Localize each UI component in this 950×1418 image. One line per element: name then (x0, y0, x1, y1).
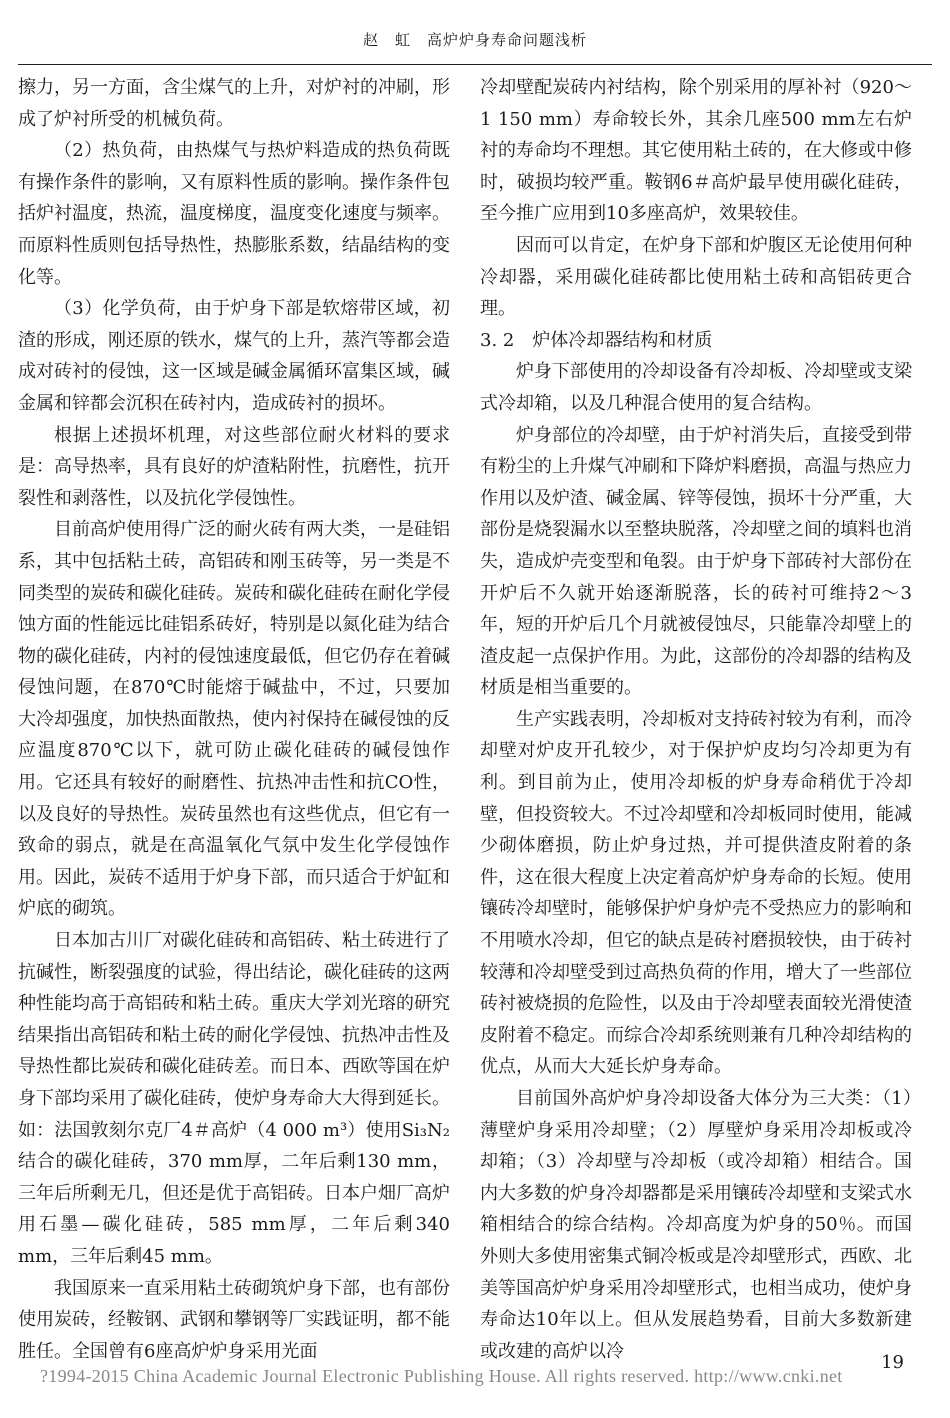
paragraph: 冷却壁配炭砖内衬结构，除个别采用的厚补衬（920～1 150 mm）寿命较长外，其余几座500 mm左右炉衬的寿命均不理想。其它使用粘土砖的，在大修或中修时，破损均较严重。鞍钢6＃高炉最早使用碳化硅砖，至今推广应用到10多座高炉，效果较佳。 (480, 77, 912, 225)
section-heading: 3. 2 炉体冷却器结构和材质 (480, 329, 713, 351)
paragraph: 目前国外高炉炉身冷却设备大体分为三大类：（1）薄壁炉身采用冷却壁；（2）厚壁炉身采用冷却板或冷却箱；（3）冷却壁与冷却板（或冷却箱）相结合。国内大多数的炉身冷却器都是采用镶砖冷却壁和支梁式水箱相结合的综合结构。冷却高度为炉身的50％。而国外则大多使用密集式铜冷板或是冷却壁形式，西欧、北美等国高炉炉身采用冷却壁形式，也相当成功，使炉身寿命达10年以上。但从发展趋势看，目前大多数新建或改建的高炉以冷 (480, 1088, 912, 1362)
paragraph: 擦力，另一方面，含尘煤气的上升，对炉衬的冲刷，形成了炉衬所受的机械负荷。 (18, 77, 450, 130)
left-column (18, 72, 450, 1367)
paragraph: （2）热负荷，由热煤气与热炉料造成的热负荷既有操作条件的影响，又有原料性质的影响。操作条件包括炉衬温度，热流，温度梯度，温度变化速度与频率。而原料性质则包括导热性，热膨胀系数，结晶结构的变化等。 (18, 140, 450, 288)
running-header (18, 30, 932, 65)
paragraph: 因而可以肯定，在炉身下部和炉腹区无论使用何种冷却器，采用碳化硅砖都比使用粘土砖和高铝砖更合理。 (480, 234, 912, 320)
paragraph: 根据上述损坏机理，对这些部位耐火材料的要求是：高导热率，具有良好的炉渣粘附性，抗磨性，抗开裂性和剥落性，以及抗化学侵蚀性。 (18, 424, 450, 509)
paragraph: 我国原来一直采用粘土砖砌筑炉身下部，也有部份使用炭砖，经鞍钢、武钢和攀钢等厂实践证明，都不能胜任。全国曾有6座高炉炉身采用光面 (18, 1277, 450, 1362)
paragraph: 目前高炉使用得广泛的耐火砖有两大类，一是硅铝系，其中包括粘土砖，高铝砖和刚玉砖等，另一类是不同类型的炭砖和碳化硅砖。炭砖和碳化硅砖在耐化学侵蚀方面的性能远比硅铝系砖好，特别是以氮化硅为结合物的碳化硅砖，内衬的侵蚀速度最低，但它仍存在着碱侵蚀问题，在870℃时能熔于碱盐中，不过，只要加大冷却强度，加快热面散热，使内衬保持在碱侵蚀的反应温度870℃以下，就可防止碳化硅砖的碱侵蚀作用。它还具有较好的耐磨性、抗热冲击性和抗CO性，以及良好的导热性。炭砖虽然也有这些优点，但它有一致命的弱点，就是在高温氧化气氛中发生化学侵蚀作用。因此，炭砖不适用于炉身下部，而只适合于炉缸和炉底的砌筑。 (18, 519, 450, 920)
running-title: 赵 虹 高炉炉身寿命问题浅析 (362, 31, 587, 49)
paragraph: 炉身下部使用的冷却设备有冷却板、冷却壁或支梁式冷却箱，以及几种混合使用的复合结构。 (480, 361, 912, 414)
paragraph: 生产实践表明，冷却板对支持砖衬较为有利，而冷却壁对炉皮开孔较少，对于保护炉皮均匀冷却更为有利。到目前为止，使用冷却板的炉身寿命稍优于冷却壁，但投资较大。不过冷却壁和冷却板同时使用，能减少砌体磨损，防止炉身过热，并可提供渣皮附着的条件，这在很大程度上决定着高炉炉身寿命的长短。使用镶砖冷却壁时，能够保护炉身炉壳不受热应力的影响和不用喷水冷却，但它的缺点是砖衬磨损较快，由于砖衬较薄和冷却壁受到过高热负荷的作用，增大了一些部位砖衬被烧损的危险性，以及由于冷却壁表面较光滑使渣皮附着不稳定。而综合冷却系统则兼有几种冷却结构的优点，从而大大延长炉身寿命。 (480, 708, 912, 1078)
right-column (480, 72, 912, 1367)
paragraph: 炉身部位的冷却壁，由于炉衬消失后，直接受到带有粉尘的上升煤气冲刷和下降炉料磨损，高温与热应力作用以及炉渣、碱金属、锌等侵蚀，损坏十分严重，大部份是烧裂漏水以至整块脱落，冷却壁之间的填料也消失，造成炉壳变型和龟裂。由于炉身下部砖衬大部份在开炉后不久就开始逐渐脱落，长的砖衬可维持2～3年，短的开炉后几个月就被侵蚀尽，只能靠冷却壁上的渣皮起一点保护作用。为此，这部份的冷却器的结构及材质是相当重要的。 (480, 424, 912, 699)
copyright-watermark: ?1994-2015 China Academic Journal Electronic Publishing House. All rights reserved. http://www.cnki.net (40, 1366, 843, 1386)
page-number: 19 (881, 1352, 904, 1373)
paragraph: （3）化学负荷，由于炉身下部是软熔带区域，初渣的形成，刚还原的铁水，煤气的上升，蒸汽等都会造成对砖衬的侵蚀，这一区域是碱金属循环富集区域，碱金属和锌都会沉积在砖衬内，造成砖衬的损坏。 (18, 298, 450, 414)
paragraph: 日本加古川厂对碳化硅砖和高铝砖、粘土砖进行了抗碱性，断裂强度的试验，得出结论，碳化硅砖的这两种性能均高于高铝砖和粘土砖。重庆大学刘光瑢的研究结果指出高铝砖和粘土砖的耐化学侵蚀、抗热冲击性及导热性都比炭砖和碳化硅砖差。而日本、西欧等国在炉身下部均采用了碳化硅砖，使炉身寿命大大得到延长。如：法国敦刻尔克厂4＃高炉（4 000 m³）使用Si₃N₂结合的碳化硅砖，370 mm厚，二年后剩130 mm，三年后所剩无几，但还是优于高铝砖。日本户畑厂高炉用石墨—碳化硅砖，585 mm厚，二年后剩340 mm，三年后剩45 mm。 (18, 930, 450, 1267)
